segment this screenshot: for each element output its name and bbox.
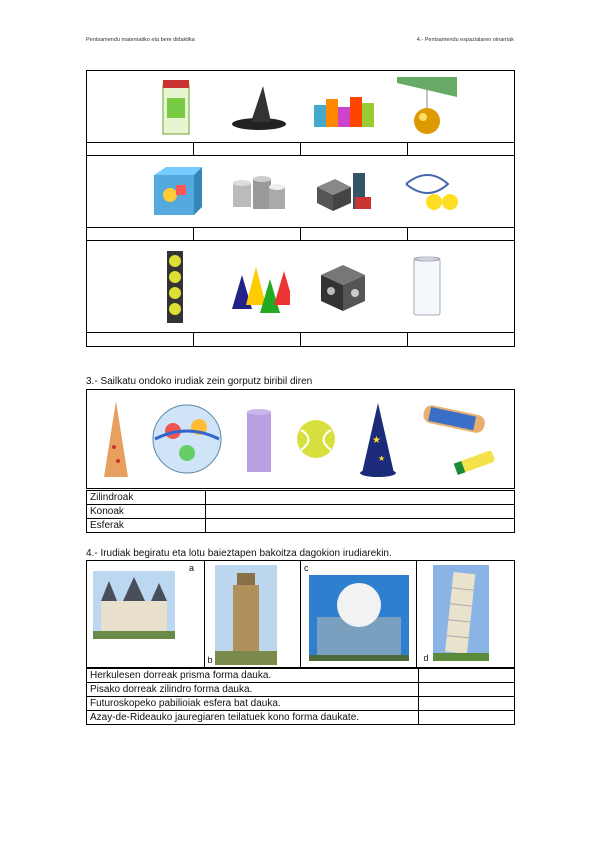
witch-hat-image: [228, 76, 290, 138]
building-b-cell: [205, 561, 301, 667]
question-3: 3.- Sailkatu ondoko irudiak zein gorputz biribil diren: [86, 376, 313, 387]
row-label-cylinders: Zilindroak: [87, 491, 206, 505]
header-right: 4.- Pentsamendu espazialaren oinarriak: [416, 37, 514, 43]
answer-cell[interactable]: [194, 333, 301, 346]
statements-table: [86, 668, 515, 725]
header-left: Pentsamendu matematiko eta bere didaktika: [86, 37, 195, 43]
candle-image: [244, 404, 274, 474]
answer-cell[interactable]: [419, 697, 515, 711]
row-label-cones: Konoak: [87, 505, 206, 519]
label-b: b: [207, 655, 213, 665]
answer-row-1: [87, 143, 514, 156]
answer-cell[interactable]: [194, 228, 301, 240]
christmas-ornament-image: [396, 76, 458, 138]
answer-cell[interactable]: [194, 143, 301, 155]
cones-image: [228, 247, 290, 327]
table-row: [87, 697, 515, 711]
round-bodies-images: [86, 389, 515, 489]
ball-toy-image: [396, 161, 458, 223]
answer-cell[interactable]: [408, 333, 514, 346]
label-d: d: [423, 653, 429, 663]
tennis-ball-tube-image: [144, 247, 206, 327]
statement-text: Azay-de-Rideauko jauregiaren teilatuek kono forma daukate.: [87, 711, 419, 725]
answer-cell[interactable]: [408, 143, 514, 155]
cube-toy-image: [144, 161, 206, 223]
image-row-3: [87, 241, 514, 333]
castle-image: [93, 571, 175, 639]
answer-cell[interactable]: [87, 333, 194, 346]
answer-cell[interactable]: [87, 143, 194, 155]
round-bodies-table: [86, 490, 515, 533]
svg-text:★: ★: [372, 435, 382, 446]
answer-row-3: [87, 333, 514, 346]
buildings-images: [86, 560, 515, 668]
metal-cans-image: [228, 161, 290, 223]
building-c-cell: [301, 561, 417, 667]
wizard-hat-image: [358, 399, 398, 479]
answer-cell[interactable]: [419, 669, 515, 683]
answer-cell[interactable]: [301, 143, 408, 155]
table-row: [87, 711, 515, 725]
cookie-tube-and-glue-stick-image: [419, 399, 499, 479]
table-row: [87, 669, 515, 683]
question-4: 4.- Irudiak begiratu eta lotu baieztapen bakoitza dagokion irudiarekin.: [86, 548, 392, 559]
table-row: [87, 519, 515, 533]
table-row: [87, 505, 515, 519]
image-row-2: [87, 156, 514, 228]
answer-cell[interactable]: [206, 519, 515, 533]
answer-cell[interactable]: [87, 228, 194, 240]
juice-carton-image: [144, 76, 206, 138]
label-c: c: [304, 563, 309, 573]
row-label-spheres: Esferak: [87, 519, 206, 533]
party-hat-image: [102, 397, 130, 481]
answer-cell[interactable]: [301, 333, 408, 346]
dice-cube-image: [312, 247, 374, 327]
futuroscope-image: [309, 575, 409, 661]
answer-cell[interactable]: [206, 491, 515, 505]
label-a: a: [189, 563, 195, 573]
answer-cell[interactable]: [206, 505, 515, 519]
table-row: [87, 491, 515, 505]
statement-text: Herkulesen dorreak prisma forma dauka.: [87, 669, 419, 683]
answer-cell[interactable]: [419, 683, 515, 697]
pisa-tower-image: [433, 565, 489, 661]
statement-text: Pisako dorreak zilindro forma dauka.: [87, 683, 419, 697]
prisms-image: [312, 161, 374, 223]
hercules-tower-image: [215, 565, 277, 665]
building-d-cell: [417, 561, 514, 667]
foam-cylinders-image: [312, 76, 374, 138]
answer-cell[interactable]: [419, 711, 515, 725]
building-a-cell: [87, 561, 205, 667]
answer-cell[interactable]: [301, 228, 408, 240]
glass-image: [396, 247, 458, 327]
tennis-ball-image: [295, 418, 337, 460]
statement-text: Futuroskopeko pabilioiak esfera bat dauka.: [87, 697, 419, 711]
image-row-1: [87, 71, 514, 143]
svg-text:★: ★: [378, 454, 386, 463]
shapes-grid: [86, 70, 515, 347]
answer-row-2: [87, 228, 514, 241]
table-row: [87, 683, 515, 697]
answer-cell[interactable]: [408, 228, 514, 240]
beach-ball-image: [151, 403, 223, 475]
